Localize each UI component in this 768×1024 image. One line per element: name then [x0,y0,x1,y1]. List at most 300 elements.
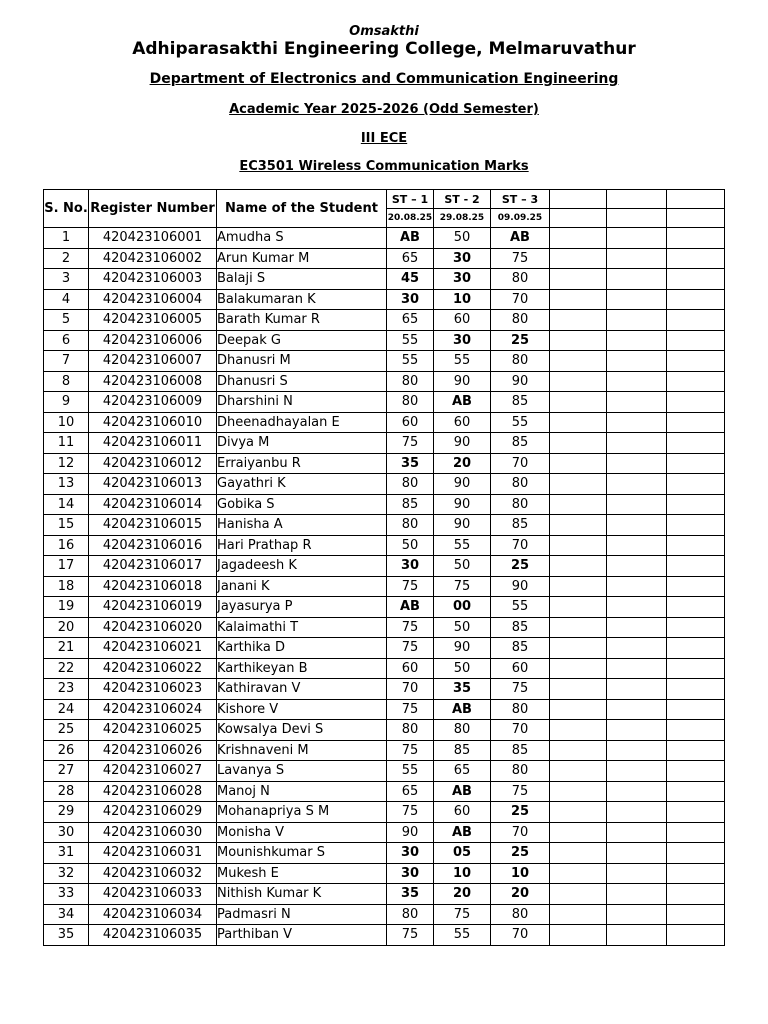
cell-student-name: Janani K [217,576,387,597]
cell-empty-3 [667,556,725,577]
cell-empty-2 [607,330,667,351]
cell-sno: 10 [44,412,89,433]
cell-empty-3 [667,761,725,782]
table-row [44,699,725,720]
cell-regno: 420423106024 [89,699,217,720]
col-date-st2: 29.08.25 [434,209,491,228]
cell-sno: 31 [44,843,89,864]
cell-st1: 75 [387,925,434,946]
cell-empty-1 [550,884,607,905]
cell-empty-3 [667,248,725,269]
table-row [44,904,725,925]
table-row [44,761,725,782]
cell-student-name: Erraiyanbu R [217,453,387,474]
table-row [44,535,725,556]
cell-st2: 90 [434,433,491,454]
cell-regno: 420423106001 [89,228,217,249]
cell-empty-3 [667,597,725,618]
table-row [44,269,725,290]
cell-sno: 3 [44,269,89,290]
cell-empty-2 [607,617,667,638]
cell-sno: 8 [44,371,89,392]
cell-empty-2 [607,843,667,864]
cell-regno: 420423106027 [89,761,217,782]
table-row [44,576,725,597]
table-row [44,658,725,679]
cell-empty-1 [550,269,607,290]
cell-regno: 420423106010 [89,412,217,433]
cell-empty-2 [607,740,667,761]
cell-empty-1 [550,863,607,884]
cell-empty-2 [607,904,667,925]
cell-st1: 75 [387,802,434,823]
cell-student-name: Parthiban V [217,925,387,946]
cell-empty-1 [550,412,607,433]
cell-st1: 30 [387,289,434,310]
cell-empty-3 [667,638,725,659]
cell-st2: 55 [434,925,491,946]
cell-st2: 10 [434,863,491,884]
col-header-regno: Register Number [89,190,217,228]
cell-st1: 60 [387,412,434,433]
cell-st2: 30 [434,248,491,269]
cell-empty-1 [550,248,607,269]
cell-sno: 7 [44,351,89,372]
cell-empty-1 [550,740,607,761]
cell-empty-3 [667,269,725,290]
cell-empty-3 [667,330,725,351]
cell-st3: 80 [491,351,550,372]
cell-st3: 85 [491,617,550,638]
cell-st2: 90 [434,494,491,515]
cell-st3: 80 [491,310,550,331]
col-date-empty-3 [667,209,725,228]
cell-empty-2 [607,863,667,884]
cell-regno: 420423106023 [89,679,217,700]
cell-st1: 75 [387,740,434,761]
cell-empty-1 [550,617,607,638]
cell-student-name: Arun Kumar M [217,248,387,269]
cell-st1: 85 [387,494,434,515]
cell-st3: 55 [491,597,550,618]
cell-empty-1 [550,597,607,618]
cell-empty-1 [550,781,607,802]
cell-empty-3 [667,289,725,310]
cell-st3: 70 [491,720,550,741]
cell-st3: 80 [491,269,550,290]
col-header-empty-3 [667,190,725,209]
cell-regno: 420423106030 [89,822,217,843]
cell-empty-2 [607,494,667,515]
cell-empty-1 [550,433,607,454]
cell-st1: 75 [387,433,434,454]
cell-st2: 00 [434,597,491,618]
table-row [44,822,725,843]
cell-empty-1 [550,330,607,351]
cell-st1: 75 [387,617,434,638]
table-row [44,412,725,433]
table-row [44,638,725,659]
cell-empty-3 [667,863,725,884]
table-row [44,597,725,618]
table-row [44,289,725,310]
cell-st1: 80 [387,474,434,495]
cell-empty-3 [667,904,725,925]
cell-sno: 30 [44,822,89,843]
cell-st3: 85 [491,740,550,761]
cell-st3: 85 [491,638,550,659]
cell-sno: 25 [44,720,89,741]
cell-st1: 80 [387,904,434,925]
cell-sno: 22 [44,658,89,679]
col-date-empty-1 [550,209,607,228]
cell-regno: 420423106013 [89,474,217,495]
col-date-empty-2 [607,209,667,228]
cell-student-name: Hanisha A [217,515,387,536]
cell-empty-2 [607,679,667,700]
cell-sno: 2 [44,248,89,269]
table-row [44,802,725,823]
cell-st2: 90 [434,638,491,659]
cell-sno: 34 [44,904,89,925]
cell-sno: 9 [44,392,89,413]
cell-sno: 27 [44,761,89,782]
cell-st1: 45 [387,269,434,290]
table-body [44,228,725,946]
col-header-st2: ST - 2 [434,190,491,209]
col-date-st3: 09.09.25 [491,209,550,228]
cell-st2: 50 [434,617,491,638]
cell-empty-3 [667,781,725,802]
cell-st3: 90 [491,576,550,597]
cell-empty-2 [607,515,667,536]
cell-regno: 420423106005 [89,310,217,331]
cell-empty-1 [550,310,607,331]
cell-empty-3 [667,494,725,515]
cell-empty-1 [550,658,607,679]
cell-student-name: Kishore V [217,699,387,720]
cell-empty-1 [550,761,607,782]
cell-student-name: Dhanusri M [217,351,387,372]
cell-regno: 420423106011 [89,433,217,454]
cell-empty-3 [667,535,725,556]
cell-regno: 420423106019 [89,597,217,618]
table-row [44,453,725,474]
cell-empty-2 [607,412,667,433]
cell-student-name: Balaji S [217,269,387,290]
cell-st2: 85 [434,740,491,761]
cell-regno: 420423106017 [89,556,217,577]
cell-st1: 80 [387,515,434,536]
cell-student-name: Mohanapriya S M [217,802,387,823]
cell-st1: 70 [387,679,434,700]
cell-st3: 75 [491,679,550,700]
cell-st2: 75 [434,904,491,925]
cell-sno: 33 [44,884,89,905]
cell-empty-1 [550,576,607,597]
college-title: Adhiparasakthi Engineering College, Melmaruvathur [132,39,636,59]
table-row [44,556,725,577]
cell-empty-3 [667,474,725,495]
cell-sno: 16 [44,535,89,556]
cell-st1: AB [387,228,434,249]
cell-sno: 14 [44,494,89,515]
cell-student-name: Divya M [217,433,387,454]
marks-table [43,189,725,946]
cell-st3: 80 [491,494,550,515]
cell-st1: 55 [387,351,434,372]
cell-st1: 30 [387,863,434,884]
col-header-st1: ST – 1 [387,190,434,209]
cell-regno: 420423106032 [89,863,217,884]
table-row [44,884,725,905]
col-header-sno: S. No. [44,190,89,228]
cell-empty-1 [550,638,607,659]
col-header-empty-1 [550,190,607,209]
cell-empty-3 [667,371,725,392]
cell-sno: 29 [44,802,89,823]
cell-empty-1 [550,289,607,310]
table-row [44,740,725,761]
cell-st3: 70 [491,822,550,843]
cell-sno: 35 [44,925,89,946]
cell-empty-3 [667,310,725,331]
cell-student-name: Padmasri N [217,904,387,925]
cell-st1: 50 [387,535,434,556]
cell-student-name: Kathiravan V [217,679,387,700]
cell-sno: 28 [44,781,89,802]
cell-regno: 420423106006 [89,330,217,351]
cell-empty-1 [550,535,607,556]
cell-regno: 420423106022 [89,658,217,679]
table-row [44,310,725,331]
cell-sno: 6 [44,330,89,351]
cell-regno: 420423106018 [89,576,217,597]
cell-student-name: Lavanya S [217,761,387,782]
cell-st3: AB [491,228,550,249]
cell-st1: 35 [387,453,434,474]
cell-student-name: Gayathri K [217,474,387,495]
cell-st1: 30 [387,843,434,864]
cell-empty-3 [667,843,725,864]
cell-st1: 90 [387,822,434,843]
cell-st3: 75 [491,781,550,802]
cell-st1: 80 [387,371,434,392]
cell-st2: 65 [434,761,491,782]
invocation-text: Omsakthi [349,24,419,39]
table-row [44,228,725,249]
cell-st1: 75 [387,576,434,597]
academic-year: Academic Year 2025-2026 (Odd Semester) [229,102,539,117]
cell-st1: 65 [387,781,434,802]
cell-sno: 21 [44,638,89,659]
col-header-empty-2 [607,190,667,209]
cell-st2: 10 [434,289,491,310]
table-row [44,679,725,700]
cell-st2: 60 [434,802,491,823]
cell-student-name: Jayasurya P [217,597,387,618]
cell-student-name: Dharshini N [217,392,387,413]
cell-st3: 75 [491,248,550,269]
cell-sno: 11 [44,433,89,454]
cell-empty-2 [607,371,667,392]
cell-st3: 10 [491,863,550,884]
cell-st3: 25 [491,330,550,351]
cell-empty-3 [667,351,725,372]
cell-empty-3 [667,392,725,413]
cell-empty-3 [667,453,725,474]
table-row [44,474,725,495]
table-row [44,494,725,515]
cell-empty-1 [550,515,607,536]
cell-st3: 70 [491,535,550,556]
cell-sno: 19 [44,597,89,618]
table-row [44,720,725,741]
cell-sno: 32 [44,863,89,884]
cell-st3: 85 [491,392,550,413]
cell-st2: 05 [434,843,491,864]
cell-empty-2 [607,310,667,331]
subject-title: EC3501 Wireless Communication Marks [239,159,529,174]
cell-st3: 25 [491,556,550,577]
cell-st2: 35 [434,679,491,700]
cell-st2: 50 [434,228,491,249]
cell-empty-3 [667,884,725,905]
cell-st2: 90 [434,371,491,392]
cell-sno: 17 [44,556,89,577]
cell-st3: 80 [491,904,550,925]
cell-student-name: Barath Kumar R [217,310,387,331]
cell-st1: 80 [387,720,434,741]
col-header-st3: ST – 3 [491,190,550,209]
cell-empty-2 [607,535,667,556]
cell-regno: 420423106007 [89,351,217,372]
department-title: Department of Electronics and Communication Engineering [149,71,619,87]
cell-regno: 420423106014 [89,494,217,515]
cell-empty-3 [667,699,725,720]
cell-empty-1 [550,925,607,946]
class-name: III ECE [360,131,408,146]
cell-empty-1 [550,720,607,741]
cell-st2: 90 [434,515,491,536]
cell-empty-3 [667,720,725,741]
cell-st3: 70 [491,453,550,474]
cell-st2: 80 [434,720,491,741]
cell-st2: 55 [434,535,491,556]
table-row [44,781,725,802]
cell-sno: 5 [44,310,89,331]
col-date-st1: 20.08.25 [387,209,434,228]
cell-st2: AB [434,699,491,720]
cell-st2: 60 [434,412,491,433]
cell-student-name: Dhanusri S [217,371,387,392]
cell-st2: 75 [434,576,491,597]
cell-st2: 30 [434,330,491,351]
cell-st1: 30 [387,556,434,577]
cell-student-name: Mukesh E [217,863,387,884]
cell-st2: 50 [434,658,491,679]
cell-empty-2 [607,351,667,372]
cell-empty-1 [550,802,607,823]
cell-regno: 420423106004 [89,289,217,310]
cell-empty-3 [667,822,725,843]
cell-empty-2 [607,228,667,249]
cell-st1: 60 [387,658,434,679]
cell-st3: 80 [491,474,550,495]
cell-student-name: Jagadeesh K [217,556,387,577]
cell-empty-2 [607,433,667,454]
cell-st2: 20 [434,884,491,905]
cell-empty-1 [550,351,607,372]
cell-regno: 420423106033 [89,884,217,905]
cell-st2: AB [434,822,491,843]
cell-empty-1 [550,556,607,577]
table-row [44,351,725,372]
cell-empty-3 [667,515,725,536]
cell-empty-2 [607,597,667,618]
cell-st3: 20 [491,884,550,905]
cell-empty-2 [607,761,667,782]
cell-st1: 80 [387,392,434,413]
cell-st1: 55 [387,330,434,351]
cell-st2: 55 [434,351,491,372]
cell-student-name: Kowsalya Devi S [217,720,387,741]
cell-empty-1 [550,474,607,495]
cell-sno: 13 [44,474,89,495]
cell-regno: 420423106028 [89,781,217,802]
cell-empty-3 [667,679,725,700]
cell-st1: 75 [387,699,434,720]
cell-regno: 420423106021 [89,638,217,659]
table-row [44,371,725,392]
cell-empty-2 [607,392,667,413]
cell-empty-1 [550,679,607,700]
cell-empty-1 [550,822,607,843]
cell-regno: 420423106034 [89,904,217,925]
cell-student-name: Monisha V [217,822,387,843]
cell-empty-2 [607,699,667,720]
table-row [44,863,725,884]
cell-empty-2 [607,576,667,597]
header-row [44,190,725,209]
cell-empty-2 [607,289,667,310]
cell-st3: 60 [491,658,550,679]
cell-empty-3 [667,925,725,946]
cell-sno: 4 [44,289,89,310]
cell-st3: 25 [491,843,550,864]
table-row [44,617,725,638]
cell-empty-2 [607,556,667,577]
cell-st1: 75 [387,638,434,659]
cell-empty-3 [667,576,725,597]
cell-student-name: Deepak G [217,330,387,351]
cell-st3: 25 [491,802,550,823]
cell-sno: 18 [44,576,89,597]
cell-student-name: Karthikeyan B [217,658,387,679]
cell-st2: 50 [434,556,491,577]
cell-empty-1 [550,699,607,720]
cell-regno: 420423106008 [89,371,217,392]
cell-empty-3 [667,228,725,249]
cell-student-name: Dheenadhayalan E [217,412,387,433]
cell-empty-1 [550,371,607,392]
cell-student-name: Amudha S [217,228,387,249]
cell-empty-2 [607,822,667,843]
cell-regno: 420423106009 [89,392,217,413]
cell-student-name: Karthika D [217,638,387,659]
cell-st3: 55 [491,412,550,433]
cell-st1: 55 [387,761,434,782]
